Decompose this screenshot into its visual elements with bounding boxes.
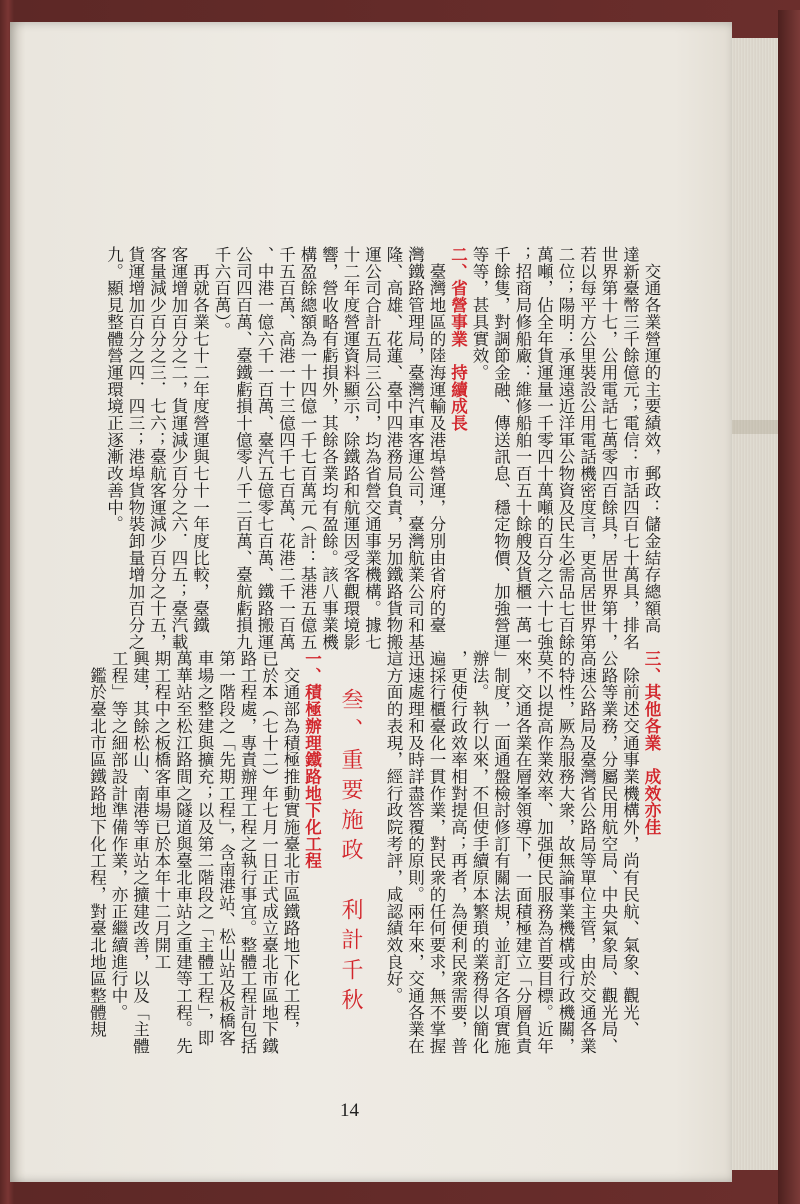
text-line: 莫不以提高作業效率、加强便民服務為首要目標。近年 xyxy=(534,650,554,1055)
text-line: 千餘隻，對調節金融、傳送訊息、穩定物價、加強營運 xyxy=(491,246,511,651)
text-line: 這方面的表現，經行政院考評，咸認績效良好。 xyxy=(384,650,403,1004)
text-line: ；招商局修船廠：維修船舶一百五十餘艘及貨櫃一萬一 xyxy=(513,246,532,651)
text-line: 客量減少百分之三．七六；臺航客運減少百分之十五， xyxy=(147,246,167,651)
text-line: 已於本（七十二）年七月一日正式成立臺北市區地下鐵 xyxy=(259,650,279,1055)
text-line: 貨運增加百分之四．四三；港埠貨物裝卸量增加百分之 xyxy=(126,246,145,651)
text-line: 路工程處，專責辦理工程之執行事宜。整體工程計包括 xyxy=(238,650,257,1055)
text-line: 隆、高雄、花蓮、臺中四港務局負責，另加鐵路貨物搬 xyxy=(384,246,403,651)
text-line: 客運增加百分之二，貨運減少百分之六．四五；臺汽載 xyxy=(169,246,188,651)
text-line: 期工程中之板橋客車場已於本年十二月開工 xyxy=(152,650,171,971)
text-line: 遍採行櫃臺化一貫作業，對民衆的任何要求，無不掌握 xyxy=(427,650,446,1055)
text-line: 車場之整建與擴充；以及第二階段之「主體工程」，即 xyxy=(195,650,214,1047)
page-edge-stripe xyxy=(732,420,778,434)
text-line: 興建，其餘松山、南港等車站之擴建改善，以及「主體 xyxy=(130,650,150,1055)
text-line: 若以每平方公里裝設公用電話機密度言，更高居世界第 xyxy=(577,246,597,651)
text-line: 運公司合計五局三公司，均為省營交通事業機構。據七 xyxy=(362,246,382,651)
text-line: 響，營收略有虧損外，其餘各業均有盈餘。該八事業機 xyxy=(319,246,339,651)
text-line: 來，交通各業在層峯領導下，一面積極建立「分層負責 xyxy=(513,650,532,1055)
book-cover-edge xyxy=(778,10,800,1204)
text-line: 交通部為積極推動實施臺北市區鐵路地下化工程， xyxy=(281,650,300,1038)
text-line: 九。顯見整體營運環境正逐漸改善中。 xyxy=(104,246,124,533)
text-line: 再就各業七十二年度營運與七十一年度比較，臺鐵 xyxy=(190,246,210,634)
text-line: 灣鐵路管理局，臺灣汽車客運公司，臺灣航業公司和基 xyxy=(405,246,425,651)
page-number: 14 xyxy=(340,1100,359,1121)
text-line: 等等，甚具實效。 xyxy=(470,246,489,381)
text-line: 十二年度營運資料顯示，除鐵路和航運因受客觀環境影 xyxy=(341,246,360,651)
text-line: 、中港一億六千一百萬、臺汽五億零七百萬、鐵路搬運 xyxy=(255,246,274,651)
page-edges xyxy=(732,38,778,1170)
text-line: 臺灣地區的陸海運輸及港埠營運，分別由省府的臺 xyxy=(427,246,446,634)
bottom-text-block xyxy=(86,650,662,1054)
text-line: 二位；陽明：承運遠近洋軍公物資及民生必需品七百餘 xyxy=(556,246,575,651)
text-line: ，更使行政效率相對提高；再者，為便利民衆需要，普 xyxy=(448,650,468,1055)
section-heading: 二、省營事業 持續成長 xyxy=(448,246,468,432)
text-line: 鑑於臺北市區鐵路地下化工程，對臺北地區整體規 xyxy=(87,650,107,1038)
text-line: 千六百萬）。 xyxy=(212,246,231,339)
section-heading: 一、積極辦理鐵路地下化工程 xyxy=(302,650,322,870)
text-line: 迅速處理和及時詳盡答覆的原則。兩年來，交通各業在 xyxy=(405,650,425,1055)
text-line: 千五百萬、高港一十三億四千七百萬、花港二千一百萬 xyxy=(276,246,296,651)
text-line: 交通各業營運的主要績效，郵政：儲金結存總額高 xyxy=(642,246,661,634)
text-line: 公路等業務，分屬民用航空局、中央氣象局、觀光局、 xyxy=(599,650,618,1055)
text-line: 構盈餘總額為一十四億一千七百萬元（計：基港五億五 xyxy=(298,246,317,651)
text-line: 萬華站至松江路間之隧道與臺北車站之重建等工程。先 xyxy=(173,650,193,1055)
text-line: 的特性，厥為服務大衆，故無論事業機構或行政機關， xyxy=(556,650,575,1055)
text-line: 辦法。執行以來，不但使手續原本繁瑣的業務得以簡化 xyxy=(470,650,489,1055)
text-line: 」制度，一面通盤檢討修訂有關法規，並訂定各項實施 xyxy=(491,650,511,1055)
text-line: 高速公路局及臺灣省公路局等單位主管，由於交通各業 xyxy=(577,650,597,1055)
text-line: 世界第十七，公用電話七萬零四百餘具，居世界第十， xyxy=(599,246,618,651)
text-line: 除前述交通事業機構外，尚有民航、氣象、觀光、 xyxy=(620,650,640,1038)
text-line: 達新臺幣三千餘億元；電信：市話四百七十萬具，排名 xyxy=(620,246,640,651)
section-title: 叁、重要施政 利計千秋 xyxy=(338,688,363,1018)
text-line: 工程」等之細部設計準備作業，亦正繼續進行中。 xyxy=(109,650,128,1021)
top-text-block xyxy=(103,246,662,650)
text-line: 萬噸，佔全年貨運量一千零四十萬噸的百分之六十七強 xyxy=(534,246,554,651)
section-heading: 三、其他各業 成效亦佳 xyxy=(642,650,661,836)
text-line: 第一階段之「先期工程」，含南港站、松山站及板橋客 xyxy=(216,650,236,1047)
text-line: 公司四百萬、臺鐵虧損十億零八千二百萬、臺航虧損九 xyxy=(233,246,253,651)
